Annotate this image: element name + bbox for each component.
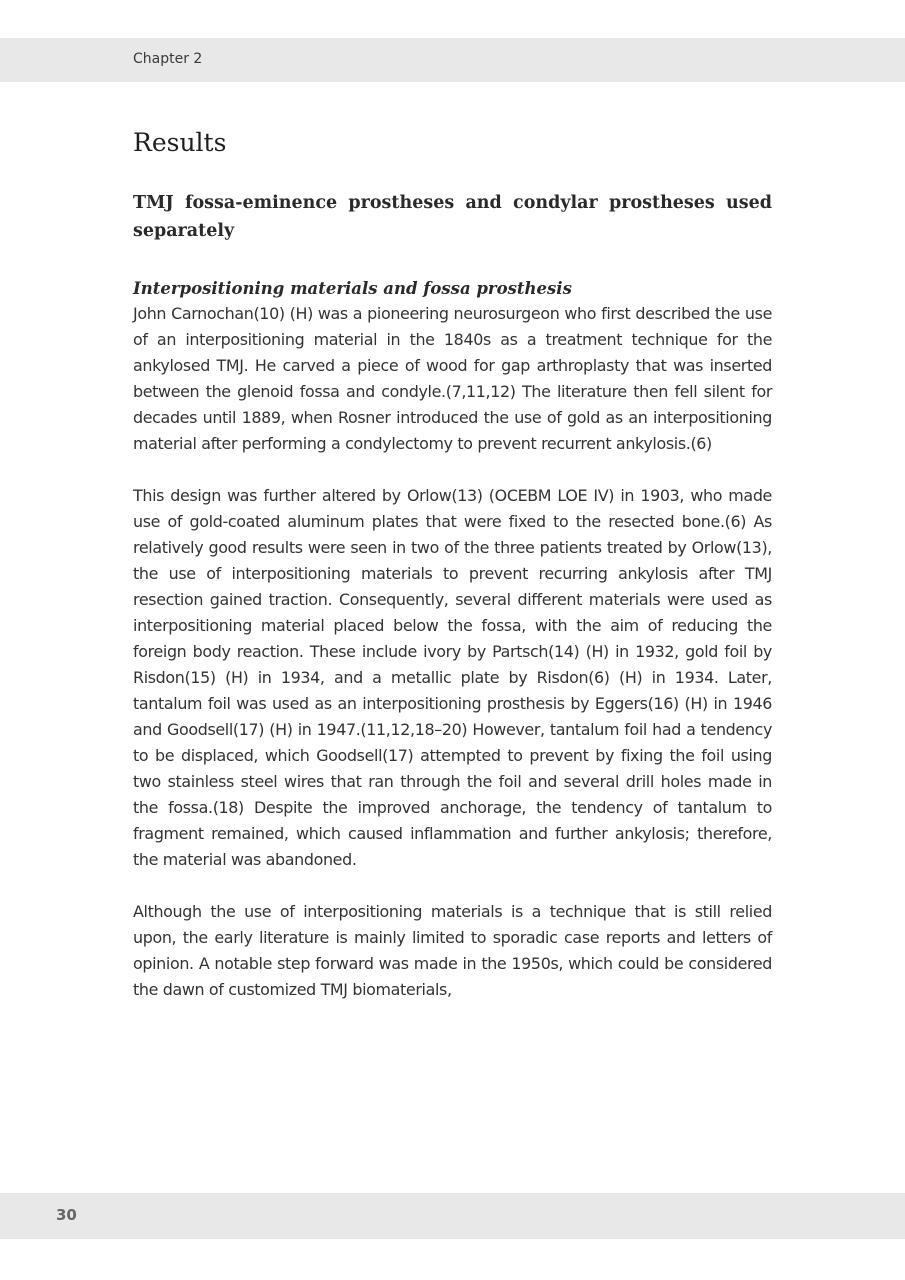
body-paragraph-2: This design was further altered by Orlow(13) (OCEBM LOE IV) in 1903, who made use of gold-coated aluminum plates that were fixed to the resected bone.(6) As relatively good results were seen in two of the three patients treated by Orlow(13), the use of interpositioning materials to prevent recurring ankylosis after TMJ resection gained traction. Consequently, several different materials were used as interpositioning material placed below the fossa, with the aim of reducing the foreign body reaction. These include ivory by Partsch(14) (H) in 1932, gold foil by Risdon(15) (H) in 1934, and a metallic plate by Risdon(6) (H) in 1934. Later, tantalum foil was used as an interpositioning prosthesis by Eggers(16) (H) in 1946 and Goodsell(17) (H) in 1947.(11,12,18–20) However, tantalum foil had a tendency to be displaced, which Goodsell(17) attempted to prevent by fixing the foil using two stainless steel wires that ran through the foil and several drill holes made in the fossa.(18) Despite the improved anchorage, the tendency of tantalum to fragment remained, which caused inflammation and further ankylosis; therefore, the material was abandoned. [133, 486, 772, 869]
chapter-label: Chapter 2 [133, 51, 203, 67]
running-footer [0, 1193, 905, 1239]
page-number: 30 [56, 1206, 77, 1224]
section-heading: Results [133, 128, 227, 157]
subsection-heading: TMJ fossa-eminence prostheses and condylar prostheses used separately [133, 193, 772, 241]
subsubsection-heading: Interpositioning materials and fossa prosthesis [133, 279, 572, 298]
body-paragraph-1: John Carnochan(10) (H) was a pioneering neurosurgeon who first described the use of an interpositioning material in the 1840s as a treatment technique for the ankylosed TMJ. He carved a piece of wood for gap arthroplasty that was inserted between the glenoid fossa and condyle.(7,11,12) The literature then fell silent for decades until 1889, when Rosner introduced the use of gold as an interpositioning material after performing a condylectomy to prevent recurrent ankylosis.(6) [133, 304, 772, 453]
running-header [0, 38, 905, 82]
body-paragraph-3: Although the use of interpositioning materials is a technique that is still relied upon, the early literature is mainly limited to sporadic case reports and letters of opinion. A notable step forward was made in the 1950s, which could be considered the dawn of customized TMJ biomaterials, [133, 902, 772, 999]
page-content [133, 125, 772, 1003]
